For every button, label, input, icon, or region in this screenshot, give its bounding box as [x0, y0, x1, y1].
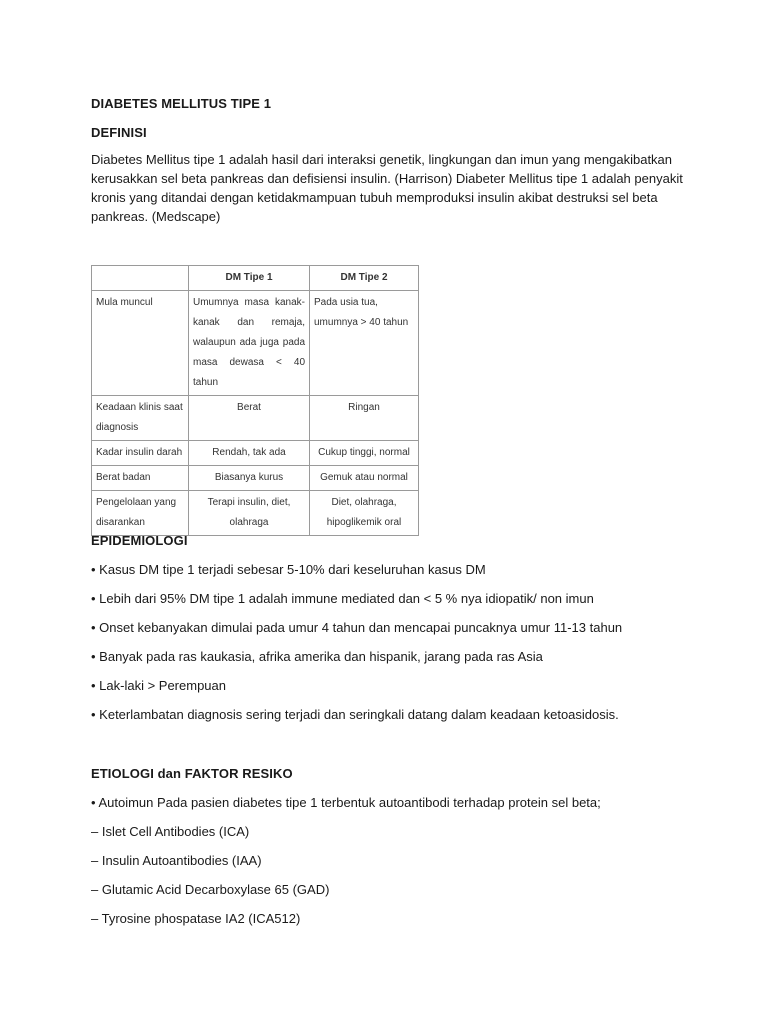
etiologi-item: • Autoimun Pada pasien diabetes tipe 1 terbentuk autoantibodi terhadap protein sel beta; — [91, 795, 601, 810]
epidemiologi-item: • Keterlambatan diagnosis sering terjadi dan seringkali datang dalam keadaan ketoasidosis. — [91, 707, 619, 722]
tipe1-cell: Umumnya masa kanak-kanak dan remaja, walaupun ada juga pada masa dewasa < 40 tahun — [189, 291, 310, 396]
etiologi-item: – Tyrosine phospatase IA2 (ICA512) — [91, 911, 301, 926]
tipe2-cell: Diet, olahraga, hipoglikemik oral — [310, 491, 419, 536]
tipe2-cell: Cukup tinggi, normal — [310, 441, 419, 466]
row-label: Berat badan — [92, 466, 189, 491]
table-header-cell: DM Tipe 1 — [189, 266, 310, 291]
tipe2-cell: Ringan — [310, 396, 419, 441]
table-header-cell: DM Tipe 2 — [310, 266, 419, 291]
table-row — [92, 491, 419, 536]
definisi-line: pankreas. (Medscape) — [91, 209, 221, 224]
table-row — [92, 441, 419, 466]
epidemiologi-item: • Lak-laki > Perempuan — [91, 678, 226, 693]
table-row — [92, 396, 419, 441]
table-row — [92, 466, 419, 491]
etiologi-heading: ETIOLOGI dan FAKTOR RESIKO — [91, 766, 293, 781]
table-header-row — [92, 266, 419, 291]
definisi-line: kerusakkan sel beta pankreas dan defisiensi insulin. (Harrison) Diabeter Mellitus tipe 1 adalah penyakit — [91, 171, 683, 186]
etiologi-item: – Islet Cell Antibodies (ICA) — [91, 824, 250, 839]
row-label: Mula muncul — [92, 291, 189, 396]
row-label: Pengelolaan yang disarankan — [92, 491, 189, 536]
definisi-paragraph — [91, 150, 691, 226]
definisi-line: kronis yang ditandai dengan ketidakmampuan tubuh memproduksi insulin akibat destruksi sel beta — [91, 190, 658, 205]
tipe1-cell: Berat — [189, 396, 310, 441]
comparison-table — [91, 265, 419, 536]
epidemiologi-item: • Kasus DM tipe 1 terjadi sebesar 5-10% dari keseluruhan kasus DM — [91, 562, 486, 577]
table-row — [92, 291, 419, 396]
tipe2-cell: Gemuk atau normal — [310, 466, 419, 491]
tipe1-cell: Biasanya kurus — [189, 466, 310, 491]
epidemiologi-item: • Onset kebanyakan dimulai pada umur 4 tahun dan mencapai puncaknya umur 11-13 tahun — [91, 620, 623, 635]
tipe1-cell: Rendah, tak ada — [189, 441, 310, 466]
definisi-line: Diabetes Mellitus tipe 1 adalah hasil dari interaksi genetik, lingkungan dan imun yang mengakibatkan — [91, 152, 673, 167]
etiologi-item: – Insulin Autoantibodies (IAA) — [91, 853, 262, 868]
etiologi-item: – Glutamic Acid Decarboxylase 65 (GAD) — [91, 882, 330, 897]
table-header-cell — [92, 266, 189, 291]
epidemiologi-heading: EPIDEMIOLOGI — [91, 533, 188, 548]
tipe1-cell: Terapi insulin, diet, olahraga — [189, 491, 310, 536]
epidemiologi-item: • Lebih dari 95% DM tipe 1 adalah immune mediated dan < 5 % nya idiopatik/ non imun — [91, 591, 594, 606]
epidemiologi-item: • Banyak pada ras kaukasia, afrika amerika dan hispanik, jarang pada ras Asia — [91, 649, 543, 664]
row-label: Keadaan klinis saat diagnosis — [92, 396, 189, 441]
definisi-heading: DEFINISI — [91, 125, 147, 140]
page-title: DIABETES MELLITUS TIPE 1 — [91, 96, 272, 111]
row-label: Kadar insulin darah — [92, 441, 189, 466]
tipe2-cell: Pada usia tua, umumnya > 40 tahun — [310, 291, 419, 396]
